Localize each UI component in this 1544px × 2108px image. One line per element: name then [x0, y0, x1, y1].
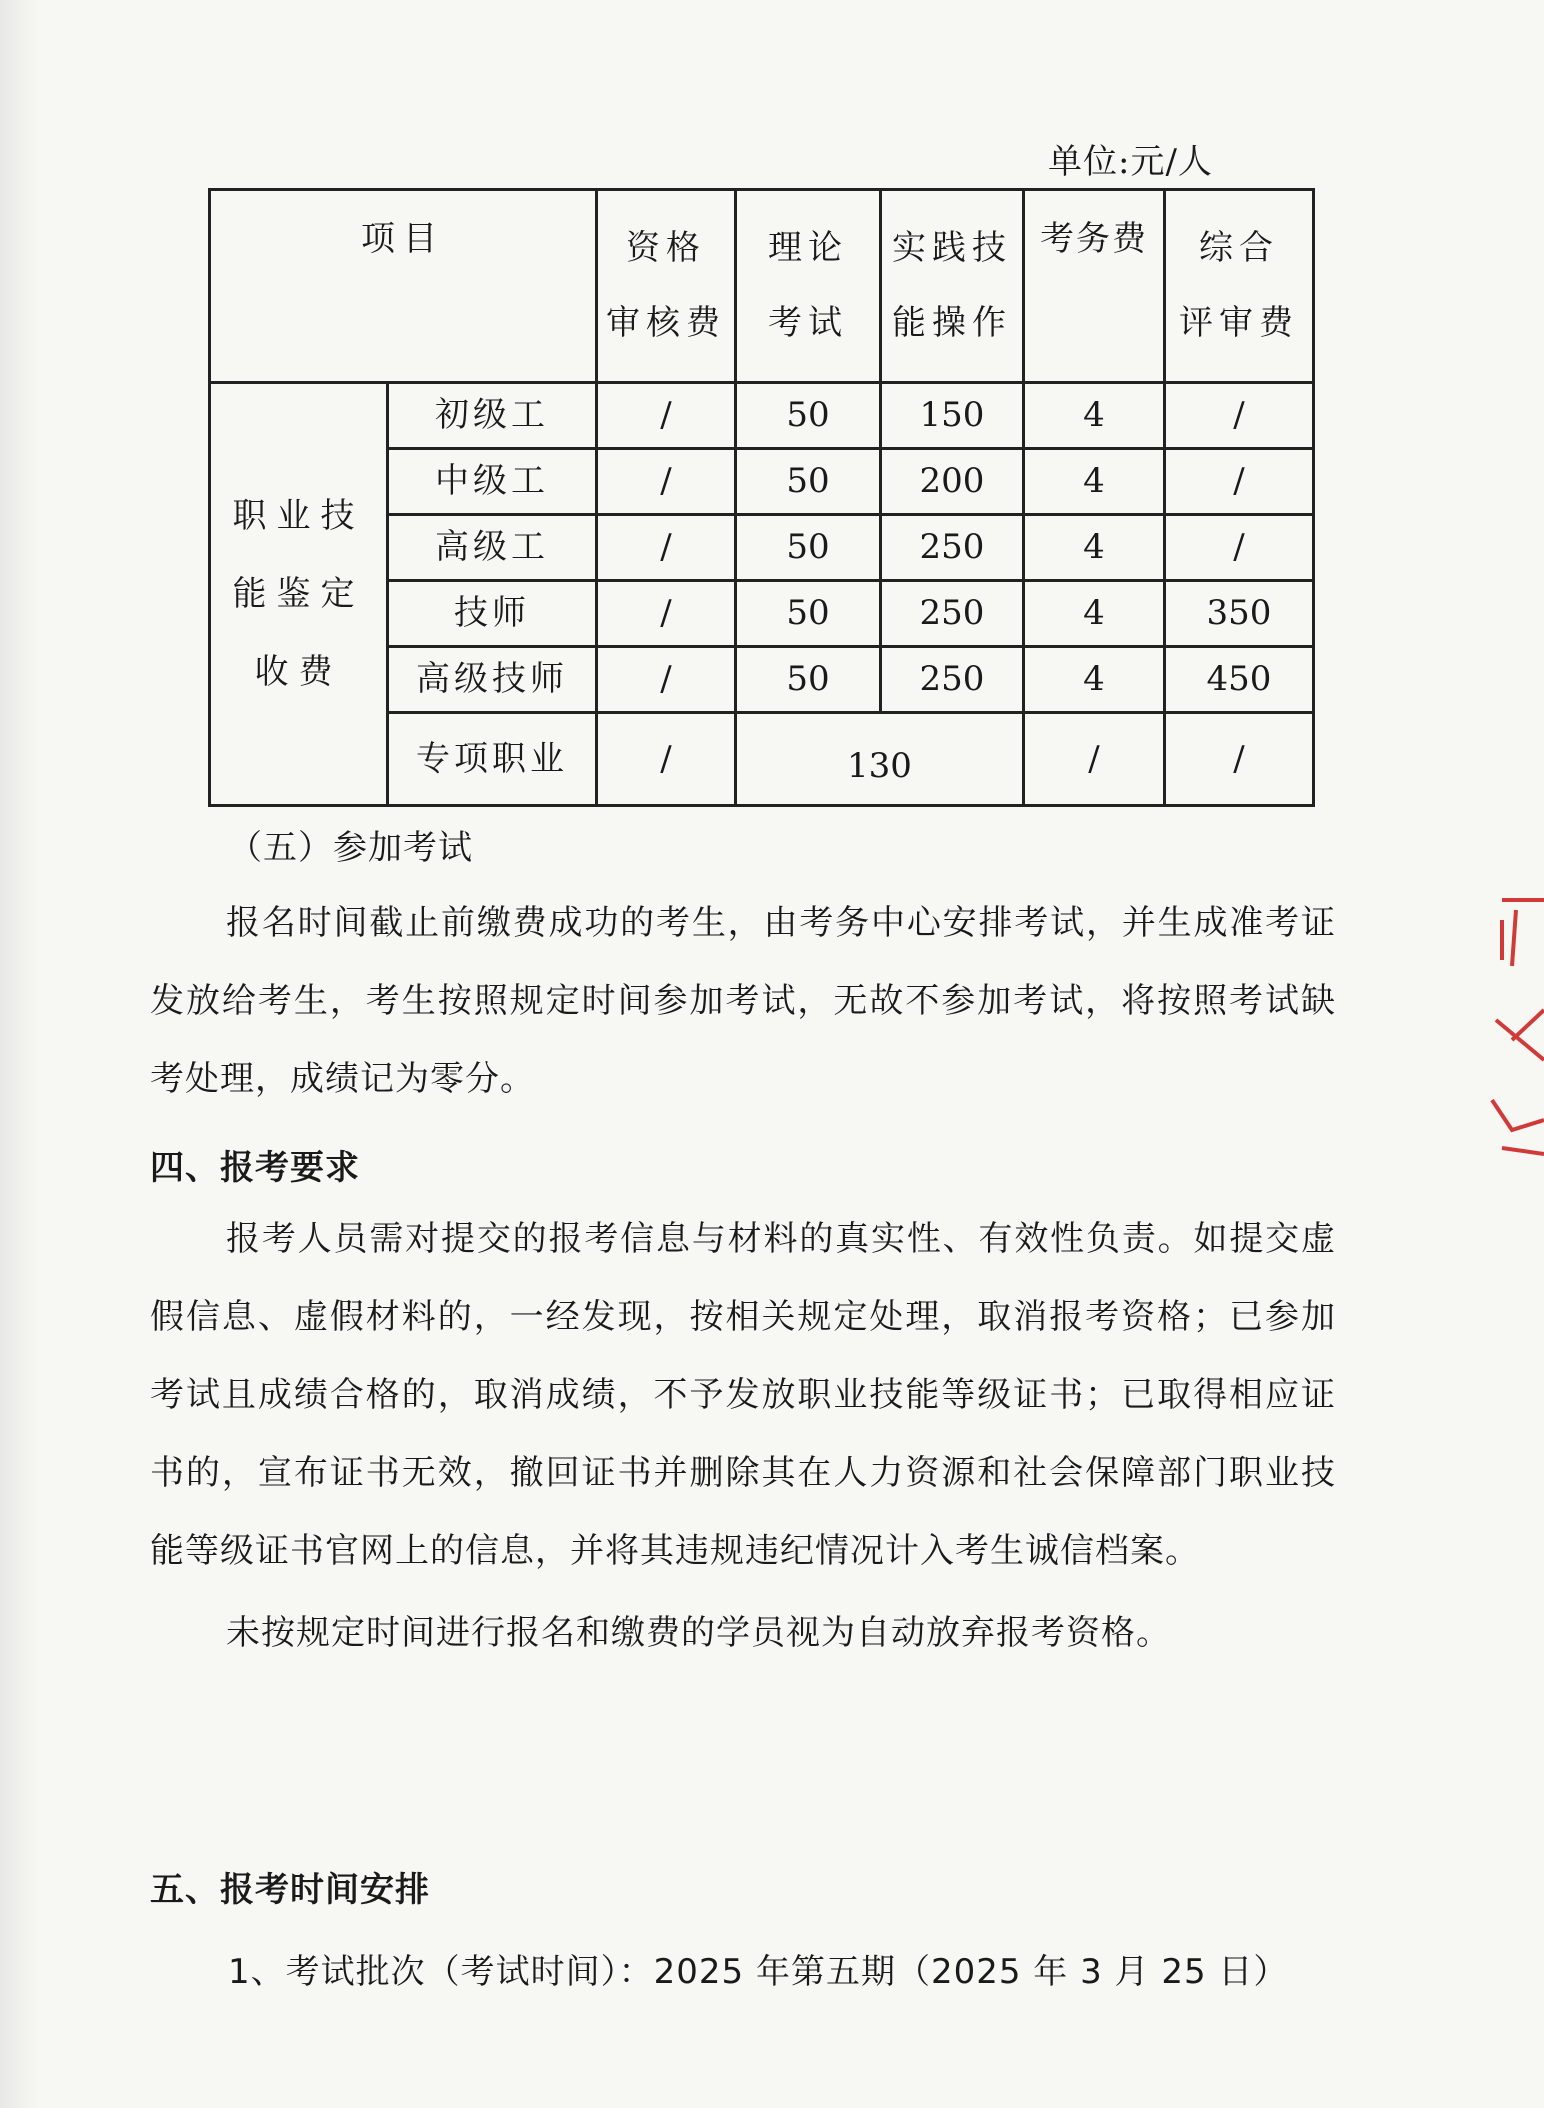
header-exam-admin-fee: 考务费 [1024, 190, 1165, 383]
qualification-cell: / [597, 449, 736, 515]
qualification-cell: / [597, 647, 736, 713]
level-cell: 高级工 [388, 515, 597, 581]
header-theory-exam [736, 190, 881, 383]
practical-cell: 200 [881, 449, 1024, 515]
theory-cell: 50 [736, 647, 881, 713]
section-heading-schedule: 五、报考时间安排 [150, 1870, 430, 1910]
table-header-row [210, 190, 1314, 383]
practical-cell: 150 [881, 383, 1024, 449]
admin-cell: 4 [1024, 515, 1165, 581]
level-cell: 初级工 [388, 383, 597, 449]
qualification-cell: / [597, 581, 736, 647]
qualification-cell: / [597, 713, 736, 806]
header-text: 能操作 [892, 303, 1012, 343]
theory-cell: 50 [736, 581, 881, 647]
review-cell: / [1165, 449, 1314, 515]
table-row [210, 383, 1314, 449]
unit-label: 单位:元/人 [1048, 142, 1213, 182]
practical-cell: 250 [881, 581, 1024, 647]
review-cell: / [1165, 713, 1314, 806]
review-cell: / [1165, 383, 1314, 449]
header-text: 实践技 [892, 228, 1012, 268]
admin-cell: 4 [1024, 383, 1165, 449]
header-text: 综合 [1199, 228, 1279, 268]
requirements-paragraph: 报考人员需对提交的报考信息与材料的真实性、有效性负责。如提交虚假信息、虚假材料的，一经发现，按相关规定处理，取消报考资格；已参加考试且成绩合格的，取消成绩，不予发放职业技能等级证书；已取得相应证书的，宣布证书无效，撤回证书并删除其在人力资源和社会保障部门职业技能等级证书官网上的信息，并将其违规违纪情况计入考生诚信档案。 [150, 1219, 1336, 1571]
category-cell [210, 383, 388, 806]
header-text: 资格 [626, 228, 706, 268]
fee-table [208, 188, 1315, 807]
category-text: 职业技 [232, 496, 365, 536]
practical-cell: 250 [881, 647, 1024, 713]
theory-cell: 50 [736, 383, 881, 449]
theory-cell: 50 [736, 515, 881, 581]
red-seal-fragment [1482, 880, 1544, 1180]
header-qualification-review [597, 190, 736, 383]
header-text: 考试 [768, 303, 848, 343]
header-comprehensive-review [1165, 190, 1314, 383]
review-cell: 350 [1165, 581, 1314, 647]
qualification-cell: / [597, 383, 736, 449]
requirements-paragraph-2: 未按规定时间进行报名和缴费的学员视为自动放弃报考资格。 [226, 1613, 1171, 1653]
practical-cell: 250 [881, 515, 1024, 581]
exam-paragraph-block [150, 884, 1336, 1118]
header-text: 理论 [768, 228, 848, 268]
header-item: 项目 [210, 190, 597, 383]
scan-shadow [0, 0, 40, 2108]
requirements-block [150, 1200, 1336, 1672]
header-text: 审核费 [606, 303, 726, 343]
category-text: 能鉴定 [232, 574, 365, 614]
theory-cell: 50 [736, 449, 881, 515]
header-practical-skill [881, 190, 1024, 383]
header-text: 评审费 [1179, 303, 1299, 343]
level-cell: 专项职业 [388, 713, 597, 806]
subsection-heading: （五）参加考试 [228, 828, 473, 868]
review-cell: / [1165, 515, 1314, 581]
admin-cell: 4 [1024, 449, 1165, 515]
combined-fee-cell: 130 [736, 713, 1024, 806]
exam-paragraph: 报名时间截止前缴费成功的考生，由考务中心安排考试，并生成准考证发放给考生，考生按照规定时间参加考试，无故不参加考试，将按照考试缺考处理，成绩记为零分。 [150, 903, 1336, 1099]
review-cell: 450 [1165, 647, 1314, 713]
section-heading-requirements: 四、报考要求 [150, 1148, 360, 1188]
admin-cell: 4 [1024, 581, 1165, 647]
level-cell: 高级技师 [388, 647, 597, 713]
level-cell: 技师 [388, 581, 597, 647]
schedule-item-1: 1、考试批次（考试时间）：2025 年第五期（2025 年 3 月 25 日） [228, 1952, 1289, 1992]
admin-cell: 4 [1024, 647, 1165, 713]
qualification-cell: / [597, 515, 736, 581]
category-text: 收费 [254, 652, 343, 692]
level-cell: 中级工 [388, 449, 597, 515]
admin-cell: / [1024, 713, 1165, 806]
